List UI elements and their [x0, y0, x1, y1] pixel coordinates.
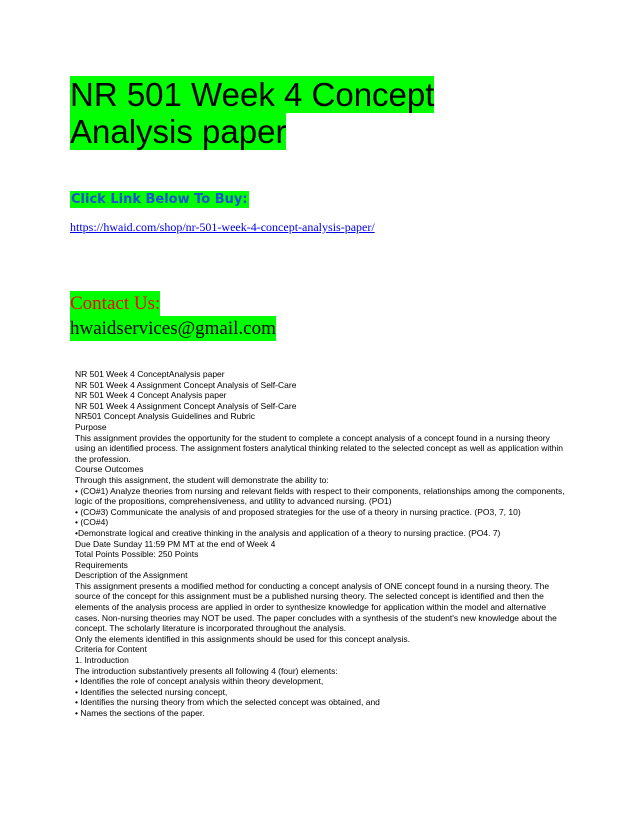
- body-line: Requirements: [75, 559, 128, 570]
- body-line: 1. Introduction: [75, 655, 129, 666]
- body-line: Description of the Assignment: [75, 570, 188, 581]
- body-line: • Identifies the nursing theory from which the selected concept was obtained, and: [75, 697, 380, 708]
- body-text: [75, 369, 570, 719]
- body-line: Purpose: [75, 421, 107, 432]
- body-line: NR 501 Week 4 Assignment Concept Analysis of Self-Care: [75, 379, 297, 390]
- contact-label: Contact Us:: [70, 293, 161, 314]
- title-line-2: Analysis paper: [70, 113, 287, 150]
- body-line: This assignment presents a modified method for conducting a concept analysis of ONE concept found in a nursing theory. The source of the concept for this assignment must be a published nursing theory. The selected concept is identified and then the elements of the analysis process are applied in order to synthesize knowledge for application within the model and alternative cases. Non-nursing theories may NOT be used. The paper concludes with a synthesis of the student's new knowledge about the concept. The scholarly literature is incorporated throughout the analysis.: [75, 580, 557, 634]
- body-line: This assignment provides the opportunity for the student to complete a concept analysis of a concept found in a nursing theory using an identified process. The assignment fosters analytical thinking related to the selected concept as well as application within the profession.: [75, 432, 563, 464]
- body-line: NR 501 Week 4 Concept Analysis paper: [75, 390, 227, 401]
- body-line: Through this assignment, the student will demonstrate the ability to:: [75, 474, 329, 485]
- body-line: • Names the sections of the paper.: [75, 708, 205, 718]
- body-line: Due Date Sunday 11:59 PM MT at the end of Week 4: [75, 538, 276, 549]
- contact-block: [70, 291, 276, 341]
- body-line: • (CO#3) Communicate the analysis of and proposed strategies for the use of a theory in nursing practice. (PO3, 7, 10): [75, 506, 521, 517]
- body-line: • Identifies the role of concept analysis within theory development,: [75, 676, 324, 687]
- body-line: Total Points Possible: 250 Points: [75, 549, 199, 560]
- body-line: NR 501 Week 4 Assignment Concept Analysis of Self-Care: [75, 400, 297, 411]
- body-line: • (CO#4): [75, 517, 109, 528]
- body-line: Only the elements identified in this assignments should be used for this concept analysis.: [75, 633, 410, 644]
- body-line: NR 501 Week 4 ConceptAnalysis paper: [75, 369, 225, 379]
- title-line-1: NR 501 Week 4 Concept: [70, 76, 435, 113]
- body-line: Course Outcomes: [75, 464, 144, 475]
- contact-email[interactable]: hwaidservices@gmail.com: [70, 318, 276, 339]
- document-title: [70, 76, 450, 150]
- buy-link[interactable]: https://hwaid.com/shop/nr-501-week-4-concept-analysis-paper/: [70, 220, 375, 234]
- body-line: • (CO#1) Analyze theories from nursing and relevant fields with respect to their components, relationships among the components, logic of the propositions, comprehensiveness, and utility to advanced nursing. (PO1): [75, 485, 565, 507]
- buy-label: Click Link Below To Buy:: [71, 192, 248, 207]
- body-line: •Demonstrate logical and creative thinking in the analysis and application of a theory to nursing practice. (PO4. 7): [75, 527, 501, 538]
- body-line: The introduction substantively presents all following 4 (four) elements:: [75, 665, 338, 676]
- body-line: Criteria for Content: [75, 644, 147, 655]
- body-line: • Identifies the selected nursing concept,: [75, 686, 228, 697]
- body-line: NR501 Concept Analysis Guidelines and Rubric: [75, 411, 256, 422]
